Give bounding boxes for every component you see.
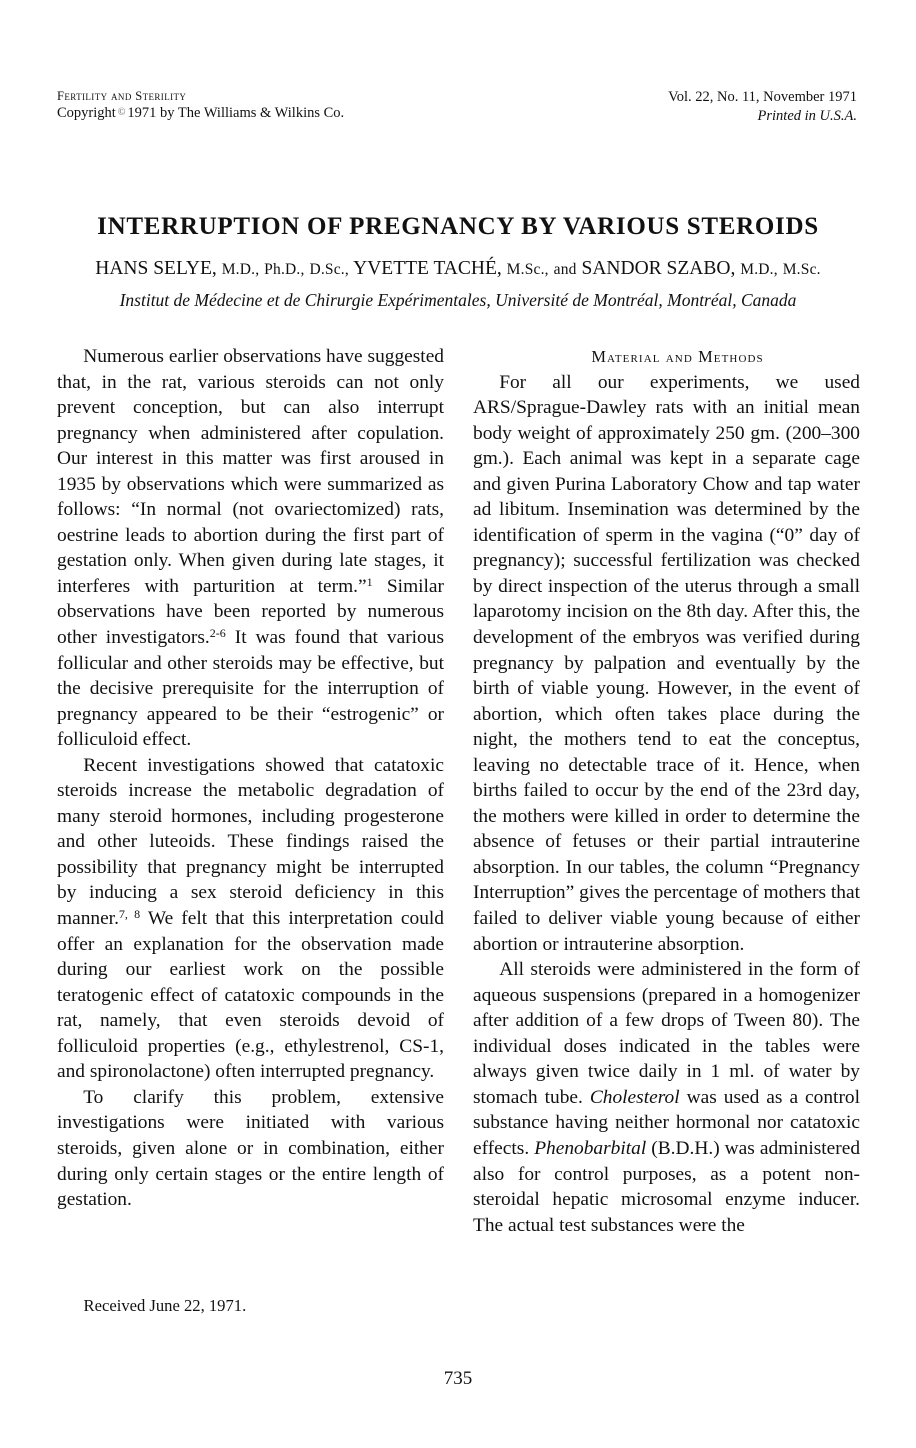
substance-cholesterol: Cholesterol xyxy=(589,1086,680,1108)
copyright-rest: 1971 by The Williams & Wilkins Co. xyxy=(127,105,345,121)
paragraph-catatoxic-part-b: We felt that this interpretation could offer an explanation for the observation made during our earliest work on the possible teratogenic effect of catatoxic compounds in the rat, namely, that even steroids devoid of folliculoid properties (e.g., ethylestrenol, CS-1, and spironolactone) often interrupted pregnancy. xyxy=(57,908,444,1083)
author-3-degree-1: M.D., xyxy=(740,261,778,278)
paragraph-administration-part-b: was used as a control substance having neither hormonal nor catatoxic effects. xyxy=(473,1086,860,1159)
printed-in-line: Printed in U.S.A. xyxy=(757,107,857,124)
author-3-degree-2: M.Sc. xyxy=(782,261,821,278)
author-2-degree-1: M.Sc., xyxy=(506,261,549,278)
received-date-note: Received June 22, 1971. xyxy=(83,1296,247,1315)
substance-phenobarbital: Phenobarbital xyxy=(534,1137,647,1159)
paragraph-intro xyxy=(57,344,444,753)
paragraph-intro-part-a: Numerous earlier observations have suggested that, in the rat, various steroids can not only prevent conception, but can also interrupt pregnancy when administered after copulation. Our interest in this matter was first aroused in 1935 by observations which were summarized as follows: “In normal (not ovariectomized) rats, oestrine leads to abortion during the first part of gestation only. When given during late stages, it interferes with parturition at term.” xyxy=(57,346,444,597)
masthead-right xyxy=(668,88,857,125)
paragraph-animals-and-procedure: For all our experiments, we used ARS/Sprague-Dawley rats with an initial mean body weight of approximately 250 gm. (200–300 gm.). Each animal was kept in a separate cage and given Purina Laboratory Chow and tap water ad libitum. Insemination was determined by the identification of sperm in the vagina (“0” day of pregnancy); successful fertilization was checked by direct inspection of the uterus through a small laparotomy incision on the 8th day. After this, the development of the embryos was verified during pregnancy by palpation and eventually by the birth of viable young. However, in the event of abortion, which often takes place during the night, the mothers tend to eat the conceptus, leaving no detectable trace of it. Hence, when births failed to occur by the end of the 23rd day, the mothers were killed in order to determine the absence of fetuses or their partial intrauterine absorption. In our tables, the column “Pregnancy Interruption” gives the percentage of mothers that failed to deliver viable young because of either abortion or intrauterine absorption. xyxy=(473,371,860,955)
paragraph-intro-part-b: Similar observations have been reported by numerous other investigators. xyxy=(57,575,444,649)
paragraph-administration xyxy=(473,957,860,1238)
masthead xyxy=(57,88,857,125)
reference-marker-1: 1 xyxy=(366,574,373,589)
copyright-prefix: Copyright xyxy=(57,105,116,121)
author-3-name: SANDOR SZABO, xyxy=(581,258,736,279)
author-1-degree-3: D.Sc., xyxy=(309,261,349,278)
copyright-line xyxy=(57,104,344,123)
author-conjunction: and xyxy=(553,261,577,278)
author-1-name: HANS SELYE, xyxy=(95,258,217,279)
journal-name: Fertility and Sterility xyxy=(57,89,187,103)
paragraph-administration-part-a: All steroids were administered in the form of aqueous suspensions (prepared in a homogenizer after addition of a few drops of Tween 80). The individual doses indicated in the tables were always given twice daily in 1 ml. of water by stomach tube. xyxy=(473,959,860,1108)
masthead-left xyxy=(57,88,344,123)
copyright-symbol: © xyxy=(117,107,126,118)
page-number: 735 xyxy=(443,1368,473,1389)
paragraph-catatoxic xyxy=(57,753,444,1085)
left-column xyxy=(57,344,444,1213)
author-1-degree-1: M.D., xyxy=(221,261,260,278)
author-1-degree-2: Ph.D., xyxy=(264,261,305,278)
paragraph-administration-part-c: (B.D.H.) was administered also for control purposes, as a potent non-steroidal hepatic microsomal enzyme inducer. The actual test substances were the xyxy=(473,1137,861,1236)
paragraph-catatoxic-part-a: Recent investigations showed that catatoxic steroids increase the metabolic degradation of many steroid hormones, including progesterone and other luteoids. These findings raised the possibility that pregnancy might be interrupted by inducing a sex steroid deficiency in this manner. xyxy=(57,754,444,930)
right-column xyxy=(473,344,860,1238)
affiliation-line: Institut de Médecine et de Chirurgie Expérimentales, Université de Montréal, Montréal, Canada xyxy=(119,290,797,310)
paragraph-intro-part-c: It was found that various follicular and other steroids may be effective, but the decisive prerequisite for the interruption of pregnancy appeared to be their “estrogenic” or folliculoid effect. xyxy=(57,627,444,751)
paragraph-objective: To clarify this problem, extensive investigations were initiated with various steroids, given alone or in combination, either during only certain stages or the entire length of gestation. xyxy=(57,1086,444,1211)
body-columns xyxy=(57,344,860,1334)
section-heading-material-and-methods: Material and Methods xyxy=(591,347,764,366)
reference-marker-7-8: 7, 8 xyxy=(118,906,141,921)
author-line xyxy=(0,258,916,280)
reference-marker-2-6: 2-6 xyxy=(209,625,226,640)
author-2-name: YVETTE TACHÉ, xyxy=(353,258,502,279)
volume-issue-date: Vol. 22, No. 11, November 1971 xyxy=(668,89,857,105)
article-title: INTERRUPTION OF PREGNANCY BY VARIOUS STEROIDS xyxy=(97,212,819,240)
